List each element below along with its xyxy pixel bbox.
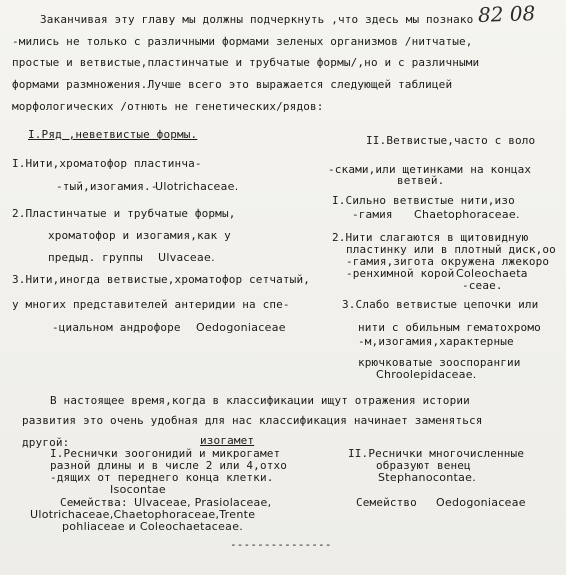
right-heading: II.Ветвистые,часто с воло — [366, 134, 536, 147]
group1-families-label: Семейства: — [60, 496, 128, 509]
left-item1-line2: -тый,изогамия.- — [56, 180, 158, 193]
group1-line3: -дящих от переднего конца клетки. — [50, 471, 274, 484]
group1-insertion: изогамет — [200, 434, 255, 447]
right-item2-line2: пластинку или в плотный диск,оо — [346, 243, 556, 256]
right-item2-line5: -ceae. — [462, 279, 503, 292]
group1-families-line3: pohliaceae и Coleochaetaceae. — [62, 520, 244, 533]
right-heading-line3: ветвей. — [397, 174, 445, 187]
left-item3-line3: -циальном андрофоре — [52, 321, 181, 334]
group1-families-line2: Ulotrichaceae,Chaetophoraceae,Trente — [30, 508, 256, 521]
para1-line1: Заканчивая эту главу мы должны подчеркнуть ,что здесь мы познако — [40, 13, 474, 26]
left-item2-line2: хроматофор и изогамия,как у — [48, 229, 231, 242]
right-item1-latin: Chaetophoraceae. — [414, 208, 520, 221]
right-item2-latin: Coleochaeta — [456, 267, 528, 280]
para1-line5: морфологических /отнють не генетических/рядов: — [12, 100, 324, 113]
group2-line1: II.Реснички многочисленные — [348, 447, 525, 460]
closing-rule: --------------- — [230, 538, 332, 551]
left-item3-latin: Oedogoniaceae — [196, 321, 286, 334]
para1-line2: -мились не только с различными формами зеленых организмов /нитчатые, — [12, 35, 473, 48]
left-item3-line1: 3.Нити,иногда ветвистые,хроматофор сетчатый, — [12, 273, 310, 286]
right-item2-line4: -ренхимной корой — [346, 267, 455, 280]
right-item1-line1: I.Сильно ветвистые нити,изо — [332, 194, 515, 207]
right-item3-latin: Chroolepidaceae. — [376, 368, 477, 381]
group2-family: Oedogoniaceae — [436, 496, 526, 509]
left-item3-line2: у многих представителей антеридии на спе- — [12, 298, 290, 311]
para1-line4: формами размножения.Лучше всего это выражается следующей таблицей — [12, 78, 453, 91]
right-item1-line2: -гамия — [352, 208, 393, 221]
right-item2-line3: -гамия,зигота окружена лжекоро — [346, 255, 550, 268]
group2-line2: образуют венец — [376, 459, 471, 472]
right-heading-line2: -сками,или щетинками на концах — [328, 163, 532, 176]
right-item3-line1: 3.Слабо ветвистые цепочки или — [342, 298, 539, 311]
group1-latin: Isocontae — [110, 483, 166, 496]
left-item1-line1: I.Нити,хроматофор пластинча- — [12, 157, 202, 170]
left-item1-latin: Ulotrichaceae. — [155, 180, 239, 193]
right-item3-line3: -м,изогамия,характерные — [358, 335, 514, 348]
group1-families-line1: Ulvaceae, Prasiolaceae, — [134, 496, 272, 509]
group1-line2: разной длины и в числе 2 или 4,отхо — [50, 459, 288, 472]
left-item2-line1: 2.Пластинчатые и трубчатые формы, — [12, 207, 236, 220]
group2-latin: Stephanocontae. — [378, 471, 477, 484]
left-item2-line3: предыд. группы — [48, 251, 143, 264]
right-item2-line1: 2.Нити слагаются в щитовидную — [332, 231, 529, 244]
right-item3-line4: крючковатые зооспорангии — [358, 356, 521, 369]
group2-family-label: Семейство — [356, 496, 417, 509]
para2-line2: развития это очень удобная для нас классификация начинает заменяться — [22, 414, 483, 427]
left-heading: I.Ряд ,неветвистые формы. — [28, 128, 198, 141]
para2-line1: В настоящее время,когда в классификации ищут отражения истории — [50, 394, 470, 407]
group1-line1: I.Реснички зоогонидий и микрогамет — [50, 447, 281, 460]
other-label: другой: — [22, 436, 70, 449]
right-item3-line2: нити с обильным гематохромо — [358, 321, 541, 334]
para1-line3: простые и ветвистые,пластинчатые и трубчатые формы/,но и с различными — [12, 56, 480, 69]
page-number: 82 08 — [477, 1, 536, 27]
left-item2-latin: Ulvaceae. — [158, 251, 215, 264]
